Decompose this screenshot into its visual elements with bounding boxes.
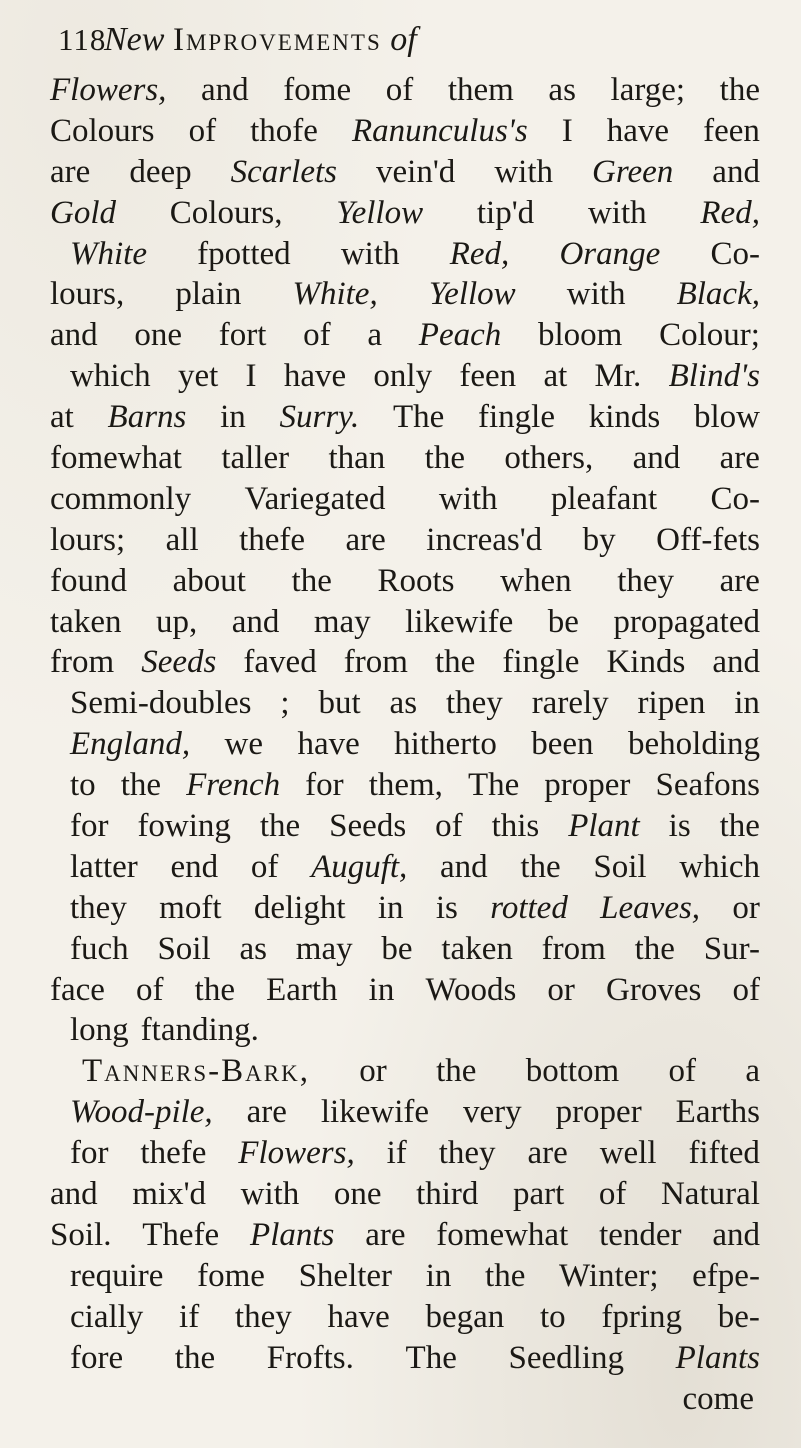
- word: with: [587, 194, 647, 231]
- text-line: [50, 1092, 760, 1133]
- word: taken: [50, 603, 122, 640]
- word: blow: [693, 399, 760, 436]
- word: fifted: [688, 1135, 760, 1172]
- word: commonly: [50, 480, 192, 517]
- text-line: [50, 683, 760, 724]
- word: hitherto: [394, 726, 497, 763]
- word: and: [231, 603, 280, 640]
- word: from: [50, 644, 115, 681]
- word: at: [50, 399, 74, 436]
- word: Co-: [710, 480, 760, 517]
- word: the: [520, 848, 561, 885]
- word: if: [386, 1135, 407, 1172]
- text-line: [50, 888, 760, 929]
- word: fpring: [601, 1298, 683, 1335]
- word: and: [50, 1176, 98, 1213]
- word: or: [732, 889, 760, 926]
- word: Soil: [157, 930, 211, 967]
- word: as: [389, 685, 418, 722]
- page-header: [0, 0, 801, 60]
- word: fort: [218, 317, 267, 354]
- word: the: [174, 1339, 216, 1376]
- word: Soil.: [50, 1216, 112, 1253]
- word: Colours: [50, 112, 155, 149]
- body-text: [50, 70, 760, 1419]
- word: the: [436, 1053, 477, 1090]
- word: Black,: [676, 276, 760, 313]
- word: they: [234, 1298, 292, 1335]
- word: others,: [504, 440, 594, 477]
- word: of: [136, 971, 164, 1008]
- word: fpotted: [197, 235, 291, 272]
- word: Plants: [250, 1216, 335, 1253]
- word: or: [547, 971, 575, 1008]
- word: or: [359, 1053, 387, 1090]
- word: are: [246, 1094, 287, 1131]
- word: be: [381, 930, 413, 967]
- word: rarely: [531, 685, 609, 722]
- word: be-: [717, 1298, 760, 1335]
- word: Red,: [449, 235, 510, 272]
- word: Flowers,: [238, 1135, 355, 1172]
- text-line: [50, 602, 760, 643]
- running-head: [104, 10, 417, 70]
- word: we: [224, 726, 263, 763]
- word: Red,: [700, 194, 760, 231]
- word: they: [445, 685, 503, 722]
- word: fome: [197, 1257, 265, 1294]
- word: about: [172, 562, 246, 599]
- text-line: [50, 1338, 760, 1379]
- word: when: [500, 562, 572, 599]
- word: mix'd: [132, 1176, 207, 1213]
- word: in: [734, 685, 760, 722]
- word: ;: [280, 685, 290, 722]
- word: fomewhat: [50, 440, 182, 477]
- text-line: [50, 479, 760, 520]
- word: are: [365, 1216, 406, 1253]
- word: Seeds: [329, 808, 407, 845]
- word: are: [345, 521, 386, 558]
- word: Mr.: [594, 358, 642, 395]
- text-line: [50, 1051, 760, 1092]
- word: Co-: [710, 235, 760, 272]
- word: likewife: [405, 603, 514, 640]
- word: Leaves,: [600, 889, 701, 926]
- word: Natural: [660, 1176, 760, 1213]
- text-line: [50, 929, 760, 970]
- word: kinds: [588, 399, 661, 436]
- text-line: [50, 1256, 760, 1297]
- word: Wood-pile,: [70, 1094, 213, 1131]
- word: a: [745, 1053, 760, 1090]
- word: the: [634, 930, 675, 967]
- word: are: [719, 440, 760, 477]
- word: to: [540, 1298, 566, 1335]
- word: for: [70, 808, 109, 845]
- word: in: [377, 889, 404, 926]
- word: Green: [592, 153, 674, 190]
- word: as: [548, 72, 576, 108]
- word: this: [491, 808, 540, 845]
- word: fingle: [478, 399, 555, 436]
- word: well: [599, 1135, 657, 1172]
- word: lours,: [50, 276, 125, 313]
- word: require: [70, 1257, 164, 1294]
- text-line: [50, 1379, 760, 1420]
- word: one: [134, 317, 183, 354]
- word: Sur-: [703, 930, 760, 967]
- word: of: [303, 317, 331, 354]
- text-line: [50, 642, 760, 683]
- word: be: [547, 603, 579, 640]
- word: very: [462, 1094, 522, 1131]
- word: efpe-: [692, 1257, 760, 1294]
- word: the: [194, 971, 235, 1008]
- word: Groves: [606, 971, 702, 1008]
- word: I: [561, 112, 573, 149]
- word: latter: [70, 848, 138, 885]
- word: Gold: [50, 194, 116, 231]
- word: rotted: [490, 889, 568, 926]
- word: of: [435, 808, 463, 845]
- word: all: [165, 521, 199, 558]
- word: face: [50, 971, 105, 1008]
- text-line: [50, 1010, 760, 1051]
- text-line: [50, 1297, 760, 1338]
- word: may: [313, 603, 371, 640]
- word: ripen: [637, 685, 706, 722]
- word: of: [385, 72, 414, 108]
- word: at: [543, 358, 568, 395]
- word: Plant: [568, 808, 640, 845]
- word: fuch: [70, 930, 129, 967]
- text-line: [50, 193, 760, 234]
- word: fore: [70, 1339, 124, 1376]
- running-head-of: of: [390, 21, 417, 58]
- word: fowing: [137, 808, 231, 845]
- text-line: [50, 520, 760, 561]
- word: by: [582, 521, 616, 558]
- word: third: [416, 1176, 479, 1213]
- word: Off-fets: [656, 521, 760, 558]
- word: and: [440, 848, 488, 885]
- word: I: [245, 358, 257, 395]
- word: them: [447, 72, 514, 108]
- word: The: [392, 399, 445, 436]
- word: lours;: [50, 521, 126, 558]
- word: the: [719, 808, 760, 845]
- word: Peach: [418, 317, 502, 354]
- word: vein'd: [376, 153, 456, 190]
- word: is: [668, 808, 691, 845]
- word: with: [340, 235, 400, 272]
- word: Seedling: [508, 1339, 624, 1376]
- word: Auguft,: [311, 848, 408, 885]
- word: been: [531, 726, 594, 763]
- word: Roots: [377, 562, 455, 599]
- text-line: [50, 397, 760, 438]
- word: if: [179, 1298, 200, 1335]
- word: with: [438, 480, 498, 517]
- word: ftanding.: [140, 1012, 259, 1049]
- word: feen: [459, 358, 517, 395]
- word: Colours,: [169, 194, 283, 231]
- word: to: [70, 767, 96, 804]
- word: and: [50, 317, 98, 354]
- word: may: [295, 930, 353, 967]
- word: Surry.: [279, 399, 360, 436]
- word: faved: [243, 644, 317, 681]
- word: bloom: [537, 317, 623, 354]
- word: of: [598, 1176, 627, 1213]
- text-line: [50, 765, 760, 806]
- word: fomewhat: [436, 1216, 569, 1253]
- word: The: [405, 1339, 457, 1376]
- word: White,: [292, 276, 378, 313]
- word: increas'd: [426, 521, 543, 558]
- running-head-main: Improvements: [172, 22, 382, 58]
- word: moft: [159, 889, 222, 926]
- word: proper: [544, 767, 631, 804]
- word: Earth: [266, 971, 338, 1008]
- word: The: [467, 767, 520, 804]
- word: taller: [221, 440, 290, 477]
- word: and: [712, 153, 760, 190]
- text-line: [50, 438, 760, 479]
- catchword: come: [682, 1380, 754, 1417]
- word: large;: [610, 72, 686, 108]
- word: in: [368, 971, 395, 1008]
- word: they: [438, 1135, 496, 1172]
- word: them,: [368, 767, 443, 804]
- word: the: [719, 72, 760, 108]
- text-line: [50, 1133, 760, 1174]
- word: tender: [599, 1216, 682, 1253]
- word: which: [679, 848, 760, 885]
- word: the: [291, 562, 332, 599]
- word: but: [318, 685, 361, 722]
- word: delight: [253, 889, 346, 926]
- word: fingle: [502, 644, 580, 681]
- word: Yellow: [428, 276, 516, 313]
- word: Seafons: [655, 767, 760, 804]
- text-line: [50, 152, 760, 193]
- text-line: [50, 274, 760, 315]
- word: tip'd: [476, 194, 535, 231]
- word: end: [170, 848, 219, 885]
- word: Earths: [675, 1094, 760, 1131]
- word: Thefe: [142, 1216, 220, 1253]
- word: for: [305, 767, 344, 804]
- text-line: [50, 806, 760, 847]
- word: of: [668, 1053, 697, 1090]
- word: the: [435, 644, 476, 681]
- word: Soil: [593, 848, 647, 885]
- word: have: [606, 112, 670, 149]
- word: from: [541, 930, 606, 967]
- word: for: [70, 1135, 109, 1172]
- word: in: [425, 1257, 452, 1294]
- running-head-new: New: [104, 21, 165, 58]
- word: feen: [703, 112, 760, 149]
- word: and: [201, 72, 249, 108]
- word: with: [494, 153, 553, 190]
- word: are: [719, 562, 760, 599]
- word: propagated: [613, 603, 760, 640]
- text-line: [50, 970, 760, 1011]
- word: beholding: [628, 726, 760, 763]
- word: they: [617, 562, 675, 599]
- word: found: [50, 562, 127, 599]
- text-line: [50, 724, 760, 765]
- word: Orange: [559, 235, 661, 272]
- word: are: [50, 153, 91, 190]
- word: proper: [555, 1094, 642, 1131]
- word: of: [188, 112, 217, 149]
- word: Tanners-Bark,: [82, 1053, 310, 1090]
- word: of: [250, 848, 279, 885]
- word: of: [732, 971, 760, 1008]
- text-line: [50, 356, 760, 397]
- word: thefe: [239, 521, 306, 558]
- text-line: [50, 1174, 760, 1215]
- word: from: [343, 644, 408, 681]
- word: Flowers,: [50, 72, 167, 108]
- word: White: [70, 235, 147, 272]
- word: and: [712, 1216, 760, 1253]
- word: Woods: [425, 971, 517, 1008]
- word: and: [712, 644, 760, 681]
- word: thofe: [250, 112, 318, 149]
- word: have: [297, 726, 360, 763]
- word: Yellow: [336, 194, 424, 231]
- word: long: [70, 1012, 129, 1049]
- word: bottom: [525, 1053, 620, 1090]
- word: with: [566, 276, 626, 313]
- word: Variegated: [244, 480, 386, 517]
- word: have: [283, 358, 347, 395]
- word: and: [632, 440, 681, 477]
- word: Plants: [675, 1339, 760, 1376]
- word: fome: [283, 72, 352, 108]
- word: have: [327, 1298, 390, 1335]
- text-line: [50, 847, 760, 888]
- word: are: [527, 1135, 568, 1172]
- word: a: [367, 317, 383, 354]
- word: Barns: [107, 399, 187, 436]
- text-line: [50, 111, 760, 152]
- word: the: [259, 808, 301, 845]
- word: French: [186, 767, 281, 804]
- word: Winter;: [559, 1257, 659, 1294]
- text-line: [50, 561, 760, 602]
- page-number: 118: [58, 22, 107, 57]
- word: only: [373, 358, 433, 395]
- word: in: [220, 399, 246, 436]
- word: began: [425, 1298, 505, 1335]
- word: with: [240, 1176, 300, 1213]
- word: Ranunculus's: [351, 112, 528, 149]
- word: the: [120, 767, 162, 804]
- word: likewife: [320, 1094, 430, 1131]
- word: yet: [177, 358, 219, 395]
- word: Seeds: [141, 644, 217, 681]
- word: Shelter: [298, 1257, 393, 1294]
- word: as: [239, 930, 267, 967]
- word: the: [424, 440, 465, 477]
- word: which: [70, 358, 151, 395]
- word: cially: [70, 1298, 144, 1335]
- word: Colour;: [659, 317, 760, 354]
- word: Scarlets: [230, 153, 337, 190]
- word: up,: [155, 603, 198, 640]
- word: deep: [129, 153, 192, 190]
- word: than: [328, 440, 386, 477]
- word: Kinds: [606, 644, 686, 681]
- word: pleafant: [550, 480, 658, 517]
- text-line: [50, 70, 760, 111]
- word: Blind's: [668, 358, 760, 395]
- text-line: [50, 315, 760, 356]
- word: thefe: [140, 1135, 207, 1172]
- word: Frofts.: [266, 1339, 354, 1376]
- word: one: [333, 1176, 382, 1213]
- word: plain: [175, 276, 242, 313]
- word: part: [513, 1176, 565, 1213]
- word: they: [70, 889, 127, 926]
- word: Semi-doubles: [70, 685, 252, 722]
- word: taken: [441, 930, 513, 967]
- text-line: [50, 1215, 760, 1256]
- text-line: [50, 234, 760, 275]
- word: the: [485, 1257, 526, 1294]
- word: England,: [70, 726, 191, 763]
- word: is: [435, 889, 458, 926]
